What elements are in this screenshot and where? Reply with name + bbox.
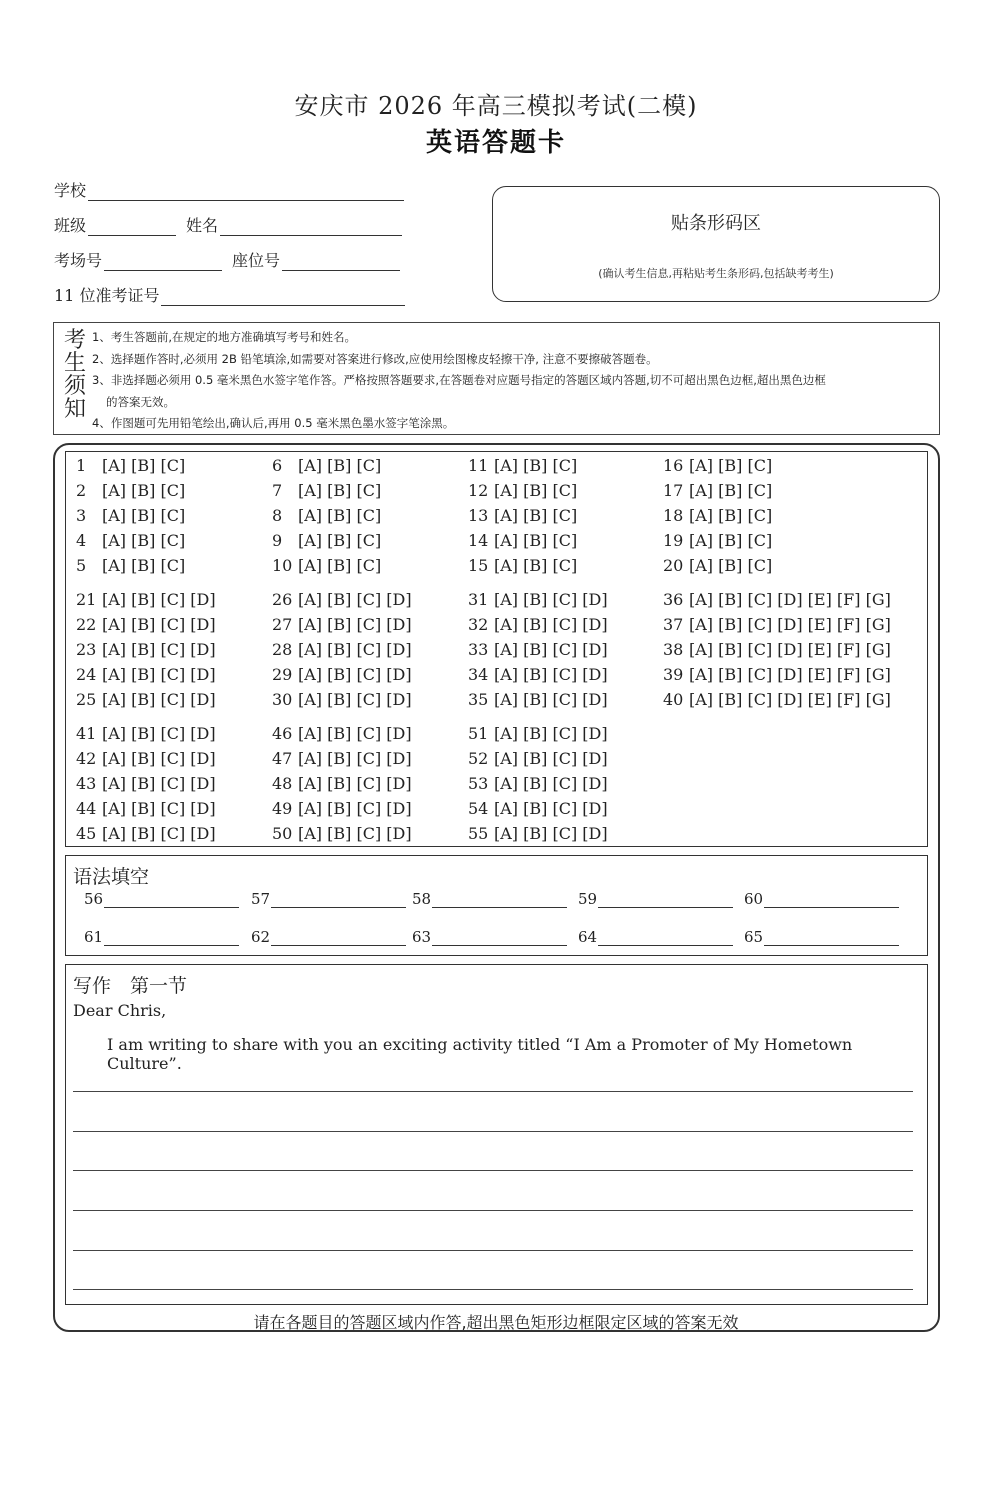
seat-label: 座位号 <box>232 251 281 270</box>
question-12[interactable] <box>468 481 577 500</box>
question-14[interactable] <box>468 531 577 550</box>
answer-options[interactable]: [A] [B] [C] [D] <box>102 749 216 768</box>
answer-options[interactable]: [A] [B] [C] [D] <box>298 724 412 743</box>
question-number: 8 <box>272 506 283 525</box>
blank-number: 56 <box>84 890 104 908</box>
answer-options[interactable]: [A] [B] [C] [D] <box>102 799 216 818</box>
question-number: 22 <box>76 615 97 634</box>
grammar-blank-65[interactable] <box>744 928 899 946</box>
answer-options[interactable]: [A] [B] [C] [D] <box>298 640 412 659</box>
seat-input-line[interactable] <box>282 253 400 271</box>
question-3[interactable] <box>76 506 185 525</box>
answer-options[interactable]: [A] [B] [C] [D] <box>102 690 216 709</box>
question-26[interactable] <box>272 590 412 609</box>
answer-options[interactable]: [A] [B] [C] <box>689 556 773 575</box>
notice-side-label: 考 生 须 知 <box>63 328 86 422</box>
exam-room-label: 考场号 <box>54 251 103 270</box>
room-seat-row <box>54 248 400 271</box>
admission-no-label: 11 位准考证号 <box>54 286 160 305</box>
question-number: 17 <box>663 481 684 500</box>
question-18[interactable] <box>663 506 772 525</box>
question-2[interactable] <box>76 481 185 500</box>
answer-options[interactable]: [A] [B] [C] [D] <box>102 824 216 843</box>
question-number: 51 <box>468 724 489 743</box>
answer-options[interactable]: [A] [B] [C] <box>102 481 186 500</box>
question-46[interactable] <box>272 724 412 743</box>
question-32[interactable] <box>468 615 608 634</box>
question-42[interactable] <box>76 749 216 768</box>
answer-options[interactable]: [A] [B] [C] <box>494 556 578 575</box>
answer-options[interactable]: [A] [B] [C] [D] <box>494 749 608 768</box>
answer-options[interactable]: [A] [B] [C] <box>298 456 382 475</box>
answer-options[interactable]: [A] [B] [C] [D] <box>494 824 608 843</box>
question-25[interactable] <box>76 690 216 709</box>
grammar-fill-section <box>65 855 928 956</box>
blank-input-line[interactable] <box>598 930 733 946</box>
blank-number: 62 <box>251 928 271 946</box>
answer-sheet-title: 英语答题卡 <box>425 128 566 158</box>
question-21[interactable] <box>76 590 216 609</box>
blank-number: 60 <box>744 890 764 908</box>
blank-number: 63 <box>412 928 432 946</box>
answer-options[interactable]: [A] [B] [C] <box>298 531 382 550</box>
question-number: 10 <box>272 556 293 575</box>
answer-options[interactable]: [A] [B] [C] [D] [E] [F] [G] <box>689 590 891 609</box>
answer-options[interactable]: [A] [B] [C] <box>298 506 382 525</box>
writing-line[interactable] <box>73 1131 913 1132</box>
answer-options[interactable]: [A] [B] [C] [D] <box>298 799 412 818</box>
question-50[interactable] <box>272 824 412 843</box>
question-9[interactable] <box>272 531 381 550</box>
grammar-blank-56[interactable] <box>84 890 239 908</box>
barcode-title: 贴条形码区 <box>671 213 761 234</box>
question-number: 49 <box>272 799 293 818</box>
question-39[interactable] <box>663 665 891 684</box>
question-number: 45 <box>76 824 97 843</box>
answer-options[interactable]: [A] [B] [C] [D] <box>494 774 608 793</box>
grammar-blank-58[interactable] <box>412 890 567 908</box>
answer-options[interactable]: [A] [B] [C] [D] [E] [F] [G] <box>689 640 891 659</box>
question-number: 55 <box>468 824 489 843</box>
notice-item: 3、非选择题必须用 0.5 毫米黑色水签字笔作答。严格按照答题要求,在答题卷对应题号指定的答题区域内答题,切不可超出黑色边框,超出黑色边框 <box>92 373 826 387</box>
notice-item: 的答案无效。 <box>106 394 175 409</box>
question-8[interactable] <box>272 506 381 525</box>
answer-options[interactable]: [A] [B] [C] [D] [E] [F] [G] <box>689 690 891 709</box>
grammar-blank-64[interactable] <box>578 928 733 946</box>
answer-options[interactable]: [A] [B] [C] [D] [E] [F] [G] <box>689 665 891 684</box>
barcode-note: (确认考生信息,再粘贴考生条形码,包括缺考考生) <box>598 267 834 280</box>
answer-options[interactable]: [A] [B] [C] [D] <box>298 590 412 609</box>
answer-options[interactable]: [A] [B] [C] [D] <box>298 774 412 793</box>
question-45[interactable] <box>76 824 216 843</box>
blank-input-line[interactable] <box>271 930 406 946</box>
grammar-blank-59[interactable] <box>578 890 733 908</box>
question-number: 21 <box>76 590 97 609</box>
question-number: 42 <box>76 749 97 768</box>
question-number: 28 <box>272 640 293 659</box>
question-number: 24 <box>76 665 97 684</box>
question-number: 36 <box>663 590 684 609</box>
answer-options[interactable]: [A] [B] [C] <box>689 506 773 525</box>
notice-items <box>92 327 929 435</box>
exam-room-input-line[interactable] <box>104 253 222 271</box>
question-20[interactable] <box>663 556 772 575</box>
question-47[interactable] <box>272 749 412 768</box>
question-number: 9 <box>272 531 283 550</box>
answer-options[interactable]: [A] [B] [C] [D] <box>494 690 608 709</box>
question-number: 23 <box>76 640 97 659</box>
question-number: 53 <box>468 774 489 793</box>
answer-options[interactable]: [A] [B] [C] <box>494 531 578 550</box>
blank-input-line[interactable] <box>764 892 899 908</box>
grammar-blank-61[interactable] <box>84 928 239 946</box>
question-number: 31 <box>468 590 489 609</box>
question-number: 43 <box>76 774 97 793</box>
question-38[interactable] <box>663 640 891 659</box>
question-29[interactable] <box>272 665 412 684</box>
question-number: 27 <box>272 615 293 634</box>
answer-options[interactable]: [A] [B] [C] [D] <box>102 665 216 684</box>
writing-line[interactable] <box>73 1170 913 1171</box>
question-44[interactable] <box>76 799 216 818</box>
question-11[interactable] <box>468 456 577 475</box>
blank-number: 57 <box>251 890 271 908</box>
question-number: 30 <box>272 690 293 709</box>
question-number: 7 <box>272 481 283 500</box>
footer-note: 请在各题目的答题区域内作答,超出黑色矩形边框限定区域的答案无效 <box>253 1313 739 1332</box>
writing-line[interactable] <box>73 1210 913 1211</box>
grammar-blank-62[interactable] <box>251 928 406 946</box>
question-number: 12 <box>468 481 489 500</box>
question-37[interactable] <box>663 615 891 634</box>
question-24[interactable] <box>76 665 216 684</box>
question-54[interactable] <box>468 799 608 818</box>
answer-options[interactable]: [A] [B] [C] [D] <box>494 665 608 684</box>
question-53[interactable] <box>468 774 608 793</box>
question-number: 11 <box>468 456 489 475</box>
blank-input-line[interactable] <box>104 892 239 908</box>
answer-options[interactable]: [A] [B] [C] [D] <box>494 799 608 818</box>
blank-number: 58 <box>412 890 432 908</box>
class-input-line[interactable] <box>88 218 176 236</box>
question-number: 40 <box>663 690 684 709</box>
blank-input-line[interactable] <box>598 892 733 908</box>
question-number: 6 <box>272 456 283 475</box>
question-number: 47 <box>272 749 293 768</box>
writing-prompt: I am writing to share with you an exciting activity titled “I Am a Promoter of My Hometown Culture”. <box>107 1035 853 1073</box>
answer-options[interactable]: [A] [B] [C] [D] <box>494 590 608 609</box>
question-33[interactable] <box>468 640 608 659</box>
answer-options[interactable]: [A] [B] [C] <box>298 481 382 500</box>
question-16[interactable] <box>663 456 772 475</box>
answer-options[interactable]: [A] [B] [C] [D] <box>494 615 608 634</box>
question-number: 16 <box>663 456 684 475</box>
school-field[interactable] <box>54 178 404 201</box>
question-number: 3 <box>76 506 87 525</box>
question-31[interactable] <box>468 590 608 609</box>
answer-options[interactable]: [A] [B] [C] [D] <box>298 615 412 634</box>
answer-options[interactable]: [A] [B] [C] <box>494 506 578 525</box>
answer-options[interactable]: [A] [B] [C] <box>494 481 578 500</box>
exam-notice <box>53 322 940 435</box>
question-number: 25 <box>76 690 97 709</box>
blank-input-line[interactable] <box>271 892 406 908</box>
question-10[interactable] <box>272 556 381 575</box>
writing-line[interactable] <box>73 1091 913 1092</box>
answer-options[interactable]: [A] [B] [C] [D] <box>298 690 412 709</box>
question-41[interactable] <box>76 724 216 743</box>
question-number: 33 <box>468 640 489 659</box>
school-input-line[interactable] <box>88 183 404 201</box>
question-13[interactable] <box>468 506 577 525</box>
grammar-blank-60[interactable] <box>744 890 899 908</box>
notice-item: 2、选择题作答时,必须用 2B 铅笔填涂,如需要对答案进行修改,应使用绘图橡皮轻擦干净, 注意不要擦破答题卷。 <box>92 351 658 366</box>
question-number: 46 <box>272 724 293 743</box>
question-number: 1 <box>76 456 87 475</box>
blank-number: 65 <box>744 928 764 946</box>
writing-salutation: Dear Chris, <box>73 1001 167 1020</box>
question-number: 34 <box>468 665 489 684</box>
question-number: 18 <box>663 506 684 525</box>
exam-title: 安庆市 2026 年高三模拟考试(二模) <box>294 92 698 120</box>
answer-options[interactable]: [A] [B] [C] <box>102 531 186 550</box>
writing-line[interactable] <box>73 1289 913 1290</box>
answer-options[interactable]: [A] [B] [C] <box>298 556 382 575</box>
admission-no-field <box>54 283 405 306</box>
question-number: 15 <box>468 556 489 575</box>
question-34[interactable] <box>468 665 608 684</box>
blank-number: 59 <box>578 890 598 908</box>
question-number: 37 <box>663 615 684 634</box>
answer-options[interactable]: [A] [B] [C] <box>689 456 773 475</box>
question-4[interactable] <box>76 531 185 550</box>
question-number: 35 <box>468 690 489 709</box>
answer-options[interactable]: [A] [B] [C] [D] <box>102 590 216 609</box>
question-28[interactable] <box>272 640 412 659</box>
blank-number: 64 <box>578 928 598 946</box>
question-number: 44 <box>76 799 97 818</box>
answer-options[interactable]: [A] [B] [C] [D] <box>298 665 412 684</box>
question-number: 38 <box>663 640 684 659</box>
question-number: 20 <box>663 556 684 575</box>
question-number: 13 <box>468 506 489 525</box>
question-number: 26 <box>272 590 293 609</box>
question-19[interactable] <box>663 531 772 550</box>
question-number: 50 <box>272 824 293 843</box>
answer-options[interactable]: [A] [B] [C] [D] <box>102 774 216 793</box>
answer-options[interactable]: [A] [B] [C] <box>689 531 773 550</box>
question-1[interactable] <box>76 456 185 475</box>
name-label: 姓名 <box>186 216 219 235</box>
question-52[interactable] <box>468 749 608 768</box>
question-48[interactable] <box>272 774 412 793</box>
answer-options[interactable]: [A] [B] [C] [D] <box>102 724 216 743</box>
question-23[interactable] <box>76 640 216 659</box>
question-number: 29 <box>272 665 293 684</box>
answer-options[interactable]: [A] [B] [C] [D] [E] [F] [G] <box>689 615 891 634</box>
grammar-fill-title: 语法填空 <box>73 866 150 888</box>
question-number: 48 <box>272 774 293 793</box>
question-number: 32 <box>468 615 489 634</box>
writing-section <box>65 964 928 1305</box>
blank-input-line[interactable] <box>432 930 567 946</box>
question-43[interactable] <box>76 774 216 793</box>
grammar-blank-63[interactable] <box>412 928 567 946</box>
notice-item: 1、考生答题前,在规定的地方准确填写考号和姓名。 <box>92 330 356 344</box>
question-number: 41 <box>76 724 97 743</box>
name-input-line[interactable] <box>220 218 402 236</box>
class-label: 班级 <box>54 216 87 235</box>
blank-input-line[interactable] <box>764 930 899 946</box>
answer-options[interactable]: [A] [B] [C] <box>102 556 186 575</box>
question-27[interactable] <box>272 615 412 634</box>
question-40[interactable] <box>663 690 891 709</box>
answer-options[interactable]: [A] [B] [C] [D] <box>298 824 412 843</box>
answer-options[interactable]: [A] [B] [C] <box>102 456 186 475</box>
question-number: 5 <box>76 556 87 575</box>
question-number: 2 <box>76 481 87 500</box>
question-number: 39 <box>663 665 684 684</box>
question-number: 19 <box>663 531 684 550</box>
question-49[interactable] <box>272 799 412 818</box>
question-7[interactable] <box>272 481 381 500</box>
answer-options[interactable]: [A] [B] [C] <box>494 456 578 475</box>
question-17[interactable] <box>663 481 772 500</box>
blank-input-line[interactable] <box>432 892 567 908</box>
question-15[interactable] <box>468 556 577 575</box>
question-35[interactable] <box>468 690 608 709</box>
answer-options[interactable]: [A] [B] [C] [D] <box>494 640 608 659</box>
question-55[interactable] <box>468 824 608 843</box>
question-51[interactable] <box>468 724 608 743</box>
answer-options[interactable]: [A] [B] [C] <box>689 481 773 500</box>
question-36[interactable] <box>663 590 891 609</box>
question-30[interactable] <box>272 690 412 709</box>
barcode-area <box>492 186 940 302</box>
notice-item: 4、作图题可先用铅笔绘出,确认后,再用 0.5 毫米黑色墨水签字笔涂黑。 <box>92 416 455 430</box>
school-label: 学校 <box>54 181 87 200</box>
answer-options[interactable]: [A] [B] [C] [D] <box>102 615 216 634</box>
class-name-row <box>54 213 402 236</box>
answer-options[interactable]: [A] [B] [C] [D] <box>298 749 412 768</box>
question-22[interactable] <box>76 615 216 634</box>
admission-no-input-line[interactable] <box>161 288 405 306</box>
answer-options[interactable]: [A] [B] [C] [D] <box>494 724 608 743</box>
question-number: 54 <box>468 799 489 818</box>
answer-options[interactable]: [A] [B] [C] <box>102 506 186 525</box>
question-number: 52 <box>468 749 489 768</box>
writing-title: 写作 第一节 <box>73 975 188 997</box>
answer-options[interactable]: [A] [B] [C] [D] <box>102 640 216 659</box>
question-number: 4 <box>76 531 87 550</box>
question-5[interactable] <box>76 556 185 575</box>
question-number: 14 <box>468 531 489 550</box>
question-6[interactable] <box>272 456 381 475</box>
writing-line[interactable] <box>73 1250 913 1251</box>
grammar-blank-57[interactable] <box>251 890 406 908</box>
blank-input-line[interactable] <box>104 930 239 946</box>
blank-number: 61 <box>84 928 104 946</box>
